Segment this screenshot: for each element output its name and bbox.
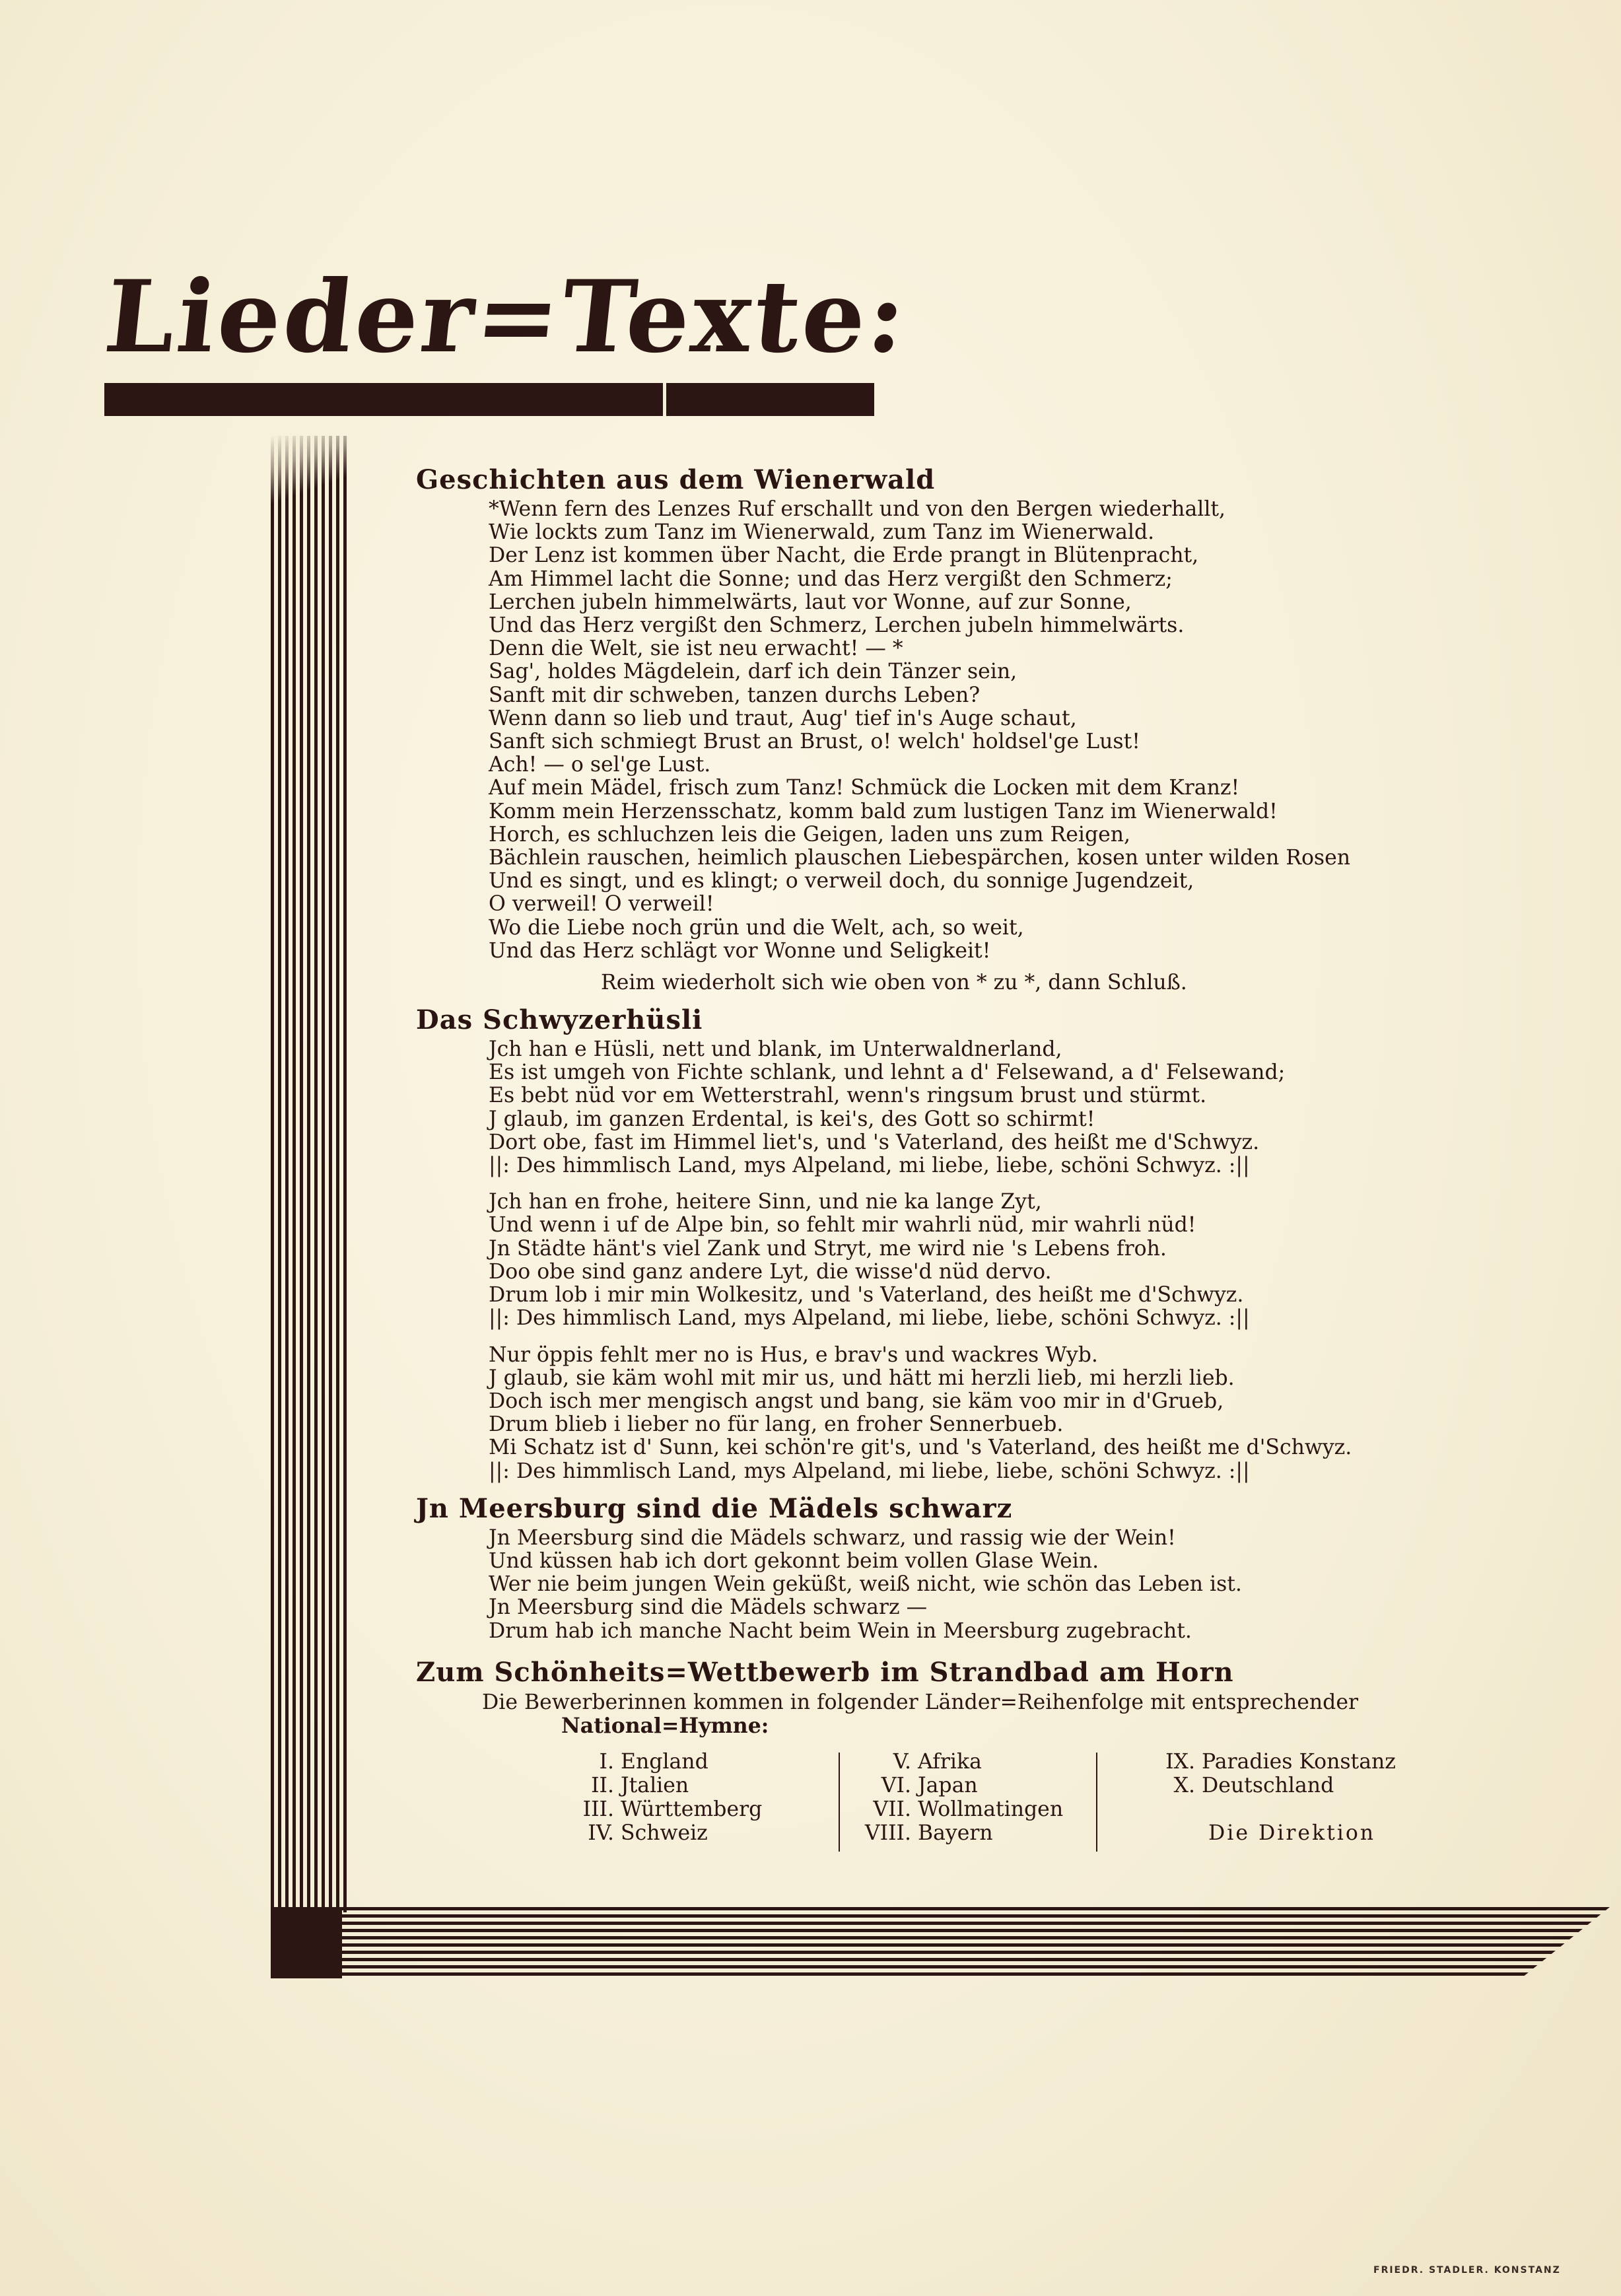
country-entry: X. Deutschland [1173, 1773, 1334, 1797]
lyric-line: Es ist umgeh von Fichte schlank, und lehnt a d' Felsewand, a d' Felsewand; [489, 1061, 1286, 1085]
column-divider [839, 1753, 840, 1852]
lyric-line: Und küssen hab ich dort gekonnt beim vollen Glase Wein. [489, 1548, 1099, 1573]
song-schwyzerhuesli [416, 1002, 1446, 1483]
contest-intro [482, 1690, 1446, 1738]
country-entry: IX. Paradies Konstanz [1165, 1749, 1396, 1774]
stanza [489, 1191, 1446, 1330]
country-entry: V. Afrika [893, 1749, 982, 1774]
lyric-line: Komm mein Herzensschatz, komm bald zum lustigen Tanz im Wienerwald! [489, 799, 1278, 823]
lyric-line: Und das Herz schlägt vor Wonne und Seligkeit! [489, 938, 991, 963]
lyric-line: J glaub, im ganzen Erdental, is kei's, des Gott so schirmt! [489, 1107, 1095, 1131]
lyric-line: Bächlein rauschen, heimlich plauschen Liebespärchen, kosen unter wilden Rosen [489, 846, 1351, 870]
lyric-line: Sanft sich schmiegt Brust an Brust, o! welch' holdsel'ge Lust! [489, 730, 1140, 754]
printer-imprint: FRIEDR. STADLER. KONSTANZ [1373, 2265, 1561, 2276]
lyric-line: Jn Städte hänt's viel Zank und Stryt, me wird nie 's Lebens froh. [489, 1236, 1167, 1261]
beauty-contest-section [416, 1655, 1446, 1856]
song-title: Geschichten aus dem Wienerwald [416, 464, 936, 495]
country-entry: VI. Japan [881, 1773, 978, 1797]
country-entry: II. Jtalien [591, 1773, 689, 1797]
lyric-line: Dort obe, fast im Himmel liet's, und 's Vaterland, des heißt me d'Schwyz. [489, 1130, 1260, 1154]
lyrics-content [416, 462, 1446, 1856]
lyric-line: Und das Herz vergißt den Schmerz, Lerchen jubeln himmelwärts. [489, 613, 1185, 638]
lyric-line: Am Himmel lacht die Sonne; und das Herz vergißt den Schmerz; [489, 567, 1173, 591]
lyric-line: Auf mein Mädel, frisch zum Tanz! Schmück die Locken mit dem Kranz! [489, 776, 1240, 800]
country-column [561, 1750, 762, 1845]
lyric-line: *Wenn fern des Lenzes Ruf erschallt und von den Bergen wiederhallt, [489, 497, 1226, 521]
lyric-line: Jch han e Hüsli, nett und blank, im Unterwaldnerland, [489, 1037, 1062, 1062]
stanza [489, 1344, 1446, 1483]
country-column [858, 1750, 1063, 1845]
lyric-line: Jch han en frohe, heitere Sinn, und nie ka lange Zyt, [489, 1190, 1042, 1214]
country-column [1136, 1750, 1396, 1797]
song-title: Das Schwyzerhüsli [416, 1004, 703, 1036]
lyric-line: Drum lob i mir min Wolkesitz, und 's Vaterland, des heißt me d'Schwyz. [489, 1283, 1244, 1307]
refrain-line: ||: Des himmlisch Land, mys Alpeland, mi liebe, liebe, schöni Schwyz. :|| [489, 1459, 1250, 1483]
song-title: Jn Meersburg sind die Mädels schwarz [416, 1492, 1013, 1524]
lyric-line: Es bebt nüd vor em Wetterstrahl, wenn's ringsum brust und stürmt. [489, 1084, 1207, 1108]
lyric-line: Jn Meersburg sind die Mädels schwarz, und rassig wie der Wein! [489, 1525, 1176, 1550]
lyric-line: Denn die Welt, sie ist neu erwacht! — * [489, 637, 903, 661]
lyric-line: Wenn dann so lieb und traut, Aug' tief in's Auge schaut, [489, 706, 1077, 730]
lyric-line: Wie lockts zum Tanz im Wienerwald, zum Tanz im Wienerwald. [489, 520, 1155, 545]
signature-direction: Die Direktion [1208, 1821, 1376, 1845]
contest-intro-text: Die Bewerberinnen kommen in folgender Länder=Reihenfolge mit entsprechender [482, 1690, 1359, 1714]
title-underline-bar [104, 383, 874, 416]
country-entry: IV. Schweiz [588, 1821, 708, 1845]
lyric-line: Nur öppis fehlt mer no is Hus, e brav's und wackres Wyb. [489, 1342, 1098, 1367]
lyric-line: Doo obe sind ganz andere Lyt, die wisse'd nüd dervo. [489, 1259, 1052, 1284]
stanza [489, 1038, 1446, 1177]
song-lines [489, 1038, 1446, 1483]
lyric-line: Jn Meersburg sind die Mädels schwarz — [489, 1595, 928, 1620]
song-lines [489, 1527, 1446, 1643]
page-title: Lieder=Texte: [99, 259, 914, 375]
lyric-line: O verweil! O verweil! [489, 892, 714, 917]
corner-block [271, 1907, 342, 1978]
lyric-line: Wer nie beim jungen Wein geküßt, weiß nicht, wie schön das Leben ist. [489, 1572, 1242, 1597]
lyric-line: Sag', holdes Mägdelein, darf ich dein Tänzer sein, [489, 660, 1017, 684]
vertical-stripe-border [271, 436, 349, 1912]
contest-title: Zum Schönheits=Wettbewerb im Strandbad am Horn [416, 1656, 1234, 1688]
lyric-line: Und wenn i uf de Alpe bin, so fehlt mir wahrli nüd, mir wahrli nüd! [489, 1213, 1196, 1237]
song-meersburg [416, 1491, 1446, 1643]
lyric-line: Wo die Liebe noch grün und die Welt, ach, so weit, [489, 915, 1024, 940]
lyric-line: Drum hab ich manche Nacht beim Wein in Meersburg zugebracht. [489, 1618, 1192, 1643]
stripe-taper [271, 436, 349, 522]
horizontal-stripe-border [342, 1907, 1610, 1978]
lyric-line: Und es singt, und es klingt; o verweil doch, du sonnige Jugendzeit, [489, 869, 1194, 893]
country-entry: III. Württemberg [582, 1797, 763, 1821]
refrain-line: ||: Des himmlisch Land, mys Alpeland, mi liebe, liebe, schöni Schwyz. :|| [489, 1306, 1250, 1331]
country-entry: VIII. Bayern [864, 1821, 993, 1845]
lyric-line: Horch, es schluchzen leis die Geigen, laden uns zum Reigen, [489, 822, 1131, 847]
national-hymn-label: National=Hymne: [561, 1713, 769, 1738]
lyric-line: Mi Schatz ist d' Sunn, kei schön're git's, und 's Vaterland, des heißt me d'Schwyz. [489, 1436, 1352, 1460]
repeat-note: Reim wiederholt sich wie oben von * zu *, dann Schluß. [601, 971, 1187, 995]
song-wienerwald [416, 462, 1446, 994]
song-lines [489, 498, 1446, 963]
country-entry: I. England [599, 1749, 708, 1774]
lyric-line: Lerchen jubeln himmelwärts, laut vor Wonne, auf zur Sonne, [489, 590, 1132, 614]
lyric-line: J glaub, sie käm wohl mit mir us, und hätt mi herzli lieb, mi herzli lieb. [489, 1366, 1235, 1390]
refrain-line: ||: Des himmlisch Land, mys Alpeland, mi liebe, liebe, schöni Schwyz. :|| [489, 1154, 1250, 1178]
column-divider [1096, 1753, 1097, 1852]
country-order-list [416, 1750, 1406, 1856]
lyric-line: Drum blieb i lieber no für lang, en froher Sennerbueb. [489, 1412, 1064, 1437]
lyric-line: Ach! — o sel'ge Lust. [489, 753, 711, 777]
country-entry: VII. Wollmatingen [873, 1797, 1064, 1821]
lyric-line: Doch isch mer mengisch angst und bang, sie käm voo mir in d'Grueb, [489, 1389, 1224, 1413]
lyric-line: Der Lenz ist kommen über Nacht, die Erde prangt in Blütenpracht, [489, 543, 1199, 568]
lyric-line: Sanft mit dir schweben, tanzen durchs Leben? [489, 683, 981, 707]
